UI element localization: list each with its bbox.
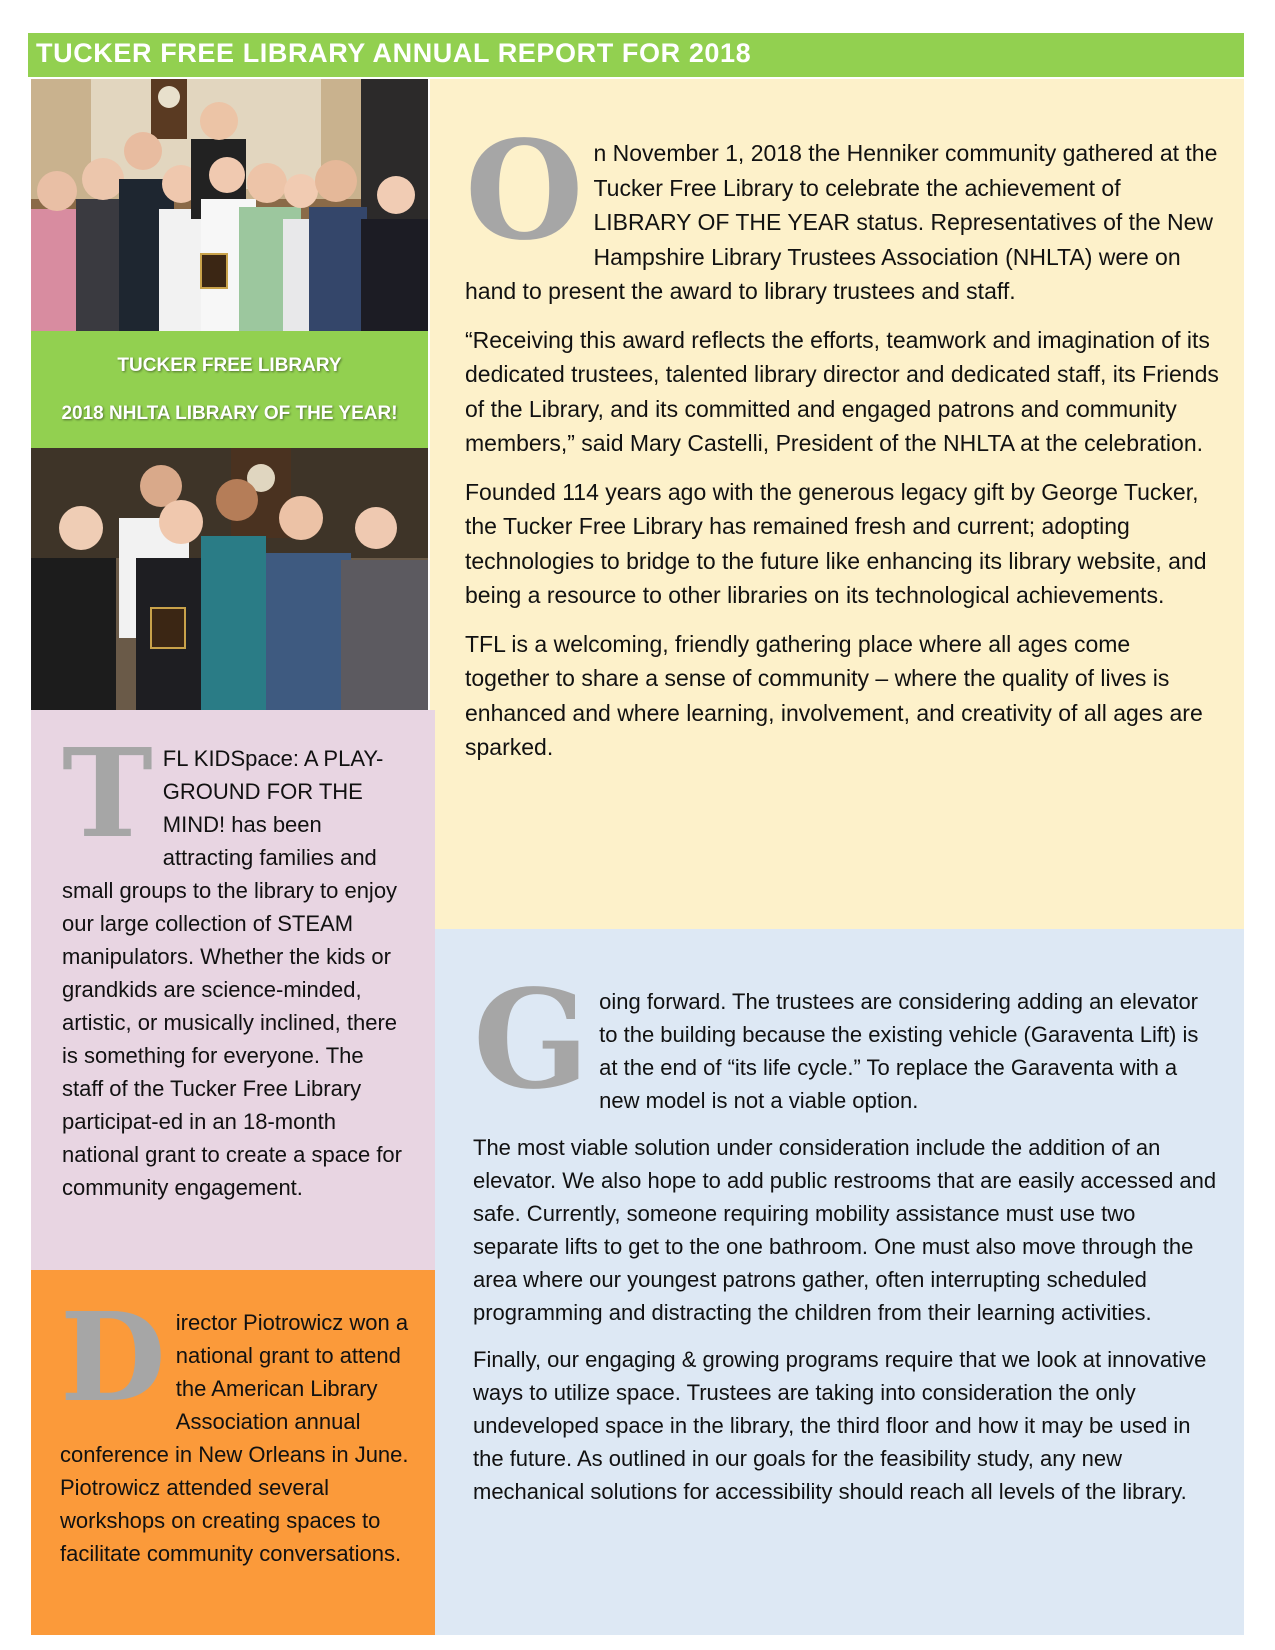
dropcap-d: D <box>60 1285 166 1429</box>
group-photo-award <box>31 79 428 331</box>
forward-article-paragraph-1: oing forward. The trustees are considering adding an elevator to the building because the existing vehicle (Garaventa Lift) is at the end of “its life cycle.” To replace the Garaventa with a new model is not a viable option. <box>599 989 1199 1113</box>
main-article-paragraph-4: TFL is a welcoming, friendly gathering place where all ages come together to share a sense of community – where the quality of lives is enhanced and where learning, involvement, and creativity of all ages are sparked. <box>465 630 1203 760</box>
main-article-paragraph-2: “Receiving this award reflects the efforts, teamwork and imagination of its dedicated trustees, talented library director and dedicated staff, its Friends of the Library, and its committed and engaged patrons and community members,” said Mary Castelli, President of the NHLTA at the celebration. <box>465 326 1219 456</box>
caption-line-2: 2018 NHLTA LIBRARY OF THE YEAR! <box>61 403 398 424</box>
dropcap-t: T <box>62 721 153 865</box>
main-article <box>465 111 1220 779</box>
forward-article <box>473 960 1218 1522</box>
dropcap-g: G <box>473 960 590 1120</box>
kidspace-article-text: FL KIDSpace: A PLAY-GROUND FOR THE MIND! has been attracting families and small groups to the library to enjoy our large collection of STEAM manipulators. Whether the kids or grandkids are science-minded, artistic, or musically inclined, there is something for everyone. The staff of the Tucker Free Library participat-ed in an 18-month national grant to create a space for community engagement. <box>62 746 402 1200</box>
director-article <box>60 1285 415 1584</box>
caption-line-1: TUCKER FREE LIBRARY <box>117 355 342 376</box>
kidspace-article <box>62 721 402 1218</box>
dropcap-o: O <box>465 111 584 271</box>
main-article-paragraph-3: Founded 114 years ago with the generous legacy gift by George Tucker, the Tucker Free Library has remained fresh and current; adopting technologies to bridge to the future like enhancing its library website, and being a resource to other libraries on its technological achievements. <box>465 478 1207 608</box>
group-photo-staff-image <box>31 448 428 710</box>
header-banner <box>28 33 1244 77</box>
group-photo-staff <box>31 448 428 710</box>
photo-caption <box>31 331 428 448</box>
director-article-text: irector Piotrowicz won a national grant to attend the American Library Association annual conference in New Orleans in June. Piotrowicz attended several workshops on creating spaces to facilitate community conversations. <box>60 1310 409 1566</box>
forward-article-paragraph-3: Finally, our engaging & growing programs require that we look at innovative ways to utilize space. Trustees are taking into consideration the only undeveloped space in the library, the third floor and how it may be used in the future. As outlined in our goals for the feasibility study, any new mechanical solutions for accessibility should reach all levels of the library. <box>473 1347 1207 1504</box>
page-title: TUCKER FREE LIBRARY ANNUAL REPORT FOR 2018 <box>36 38 752 68</box>
main-article-paragraph-1: n November 1, 2018 the Henniker community gathered at the Tucker Free Library to celebrate the achievement of LIBRARY OF THE YEAR status. Representatives of the New Hampshire Library Trustees Association (NHLTA) were on hand to present the award to library trustees and staff. <box>465 140 1218 304</box>
forward-article-paragraph-2: The most viable solution under consideration include the addition of an elevator. We also hope to add public restrooms that are easily accessed and safe. Currently, someone requiring mobility assistance must use two separate lifts to get to the one bathroom. One must also move through the area where our youngest patrons gather, often interrupting scheduled programming and distracting the children from their learning activities. <box>473 1135 1217 1325</box>
group-photo-award-image <box>31 79 428 331</box>
